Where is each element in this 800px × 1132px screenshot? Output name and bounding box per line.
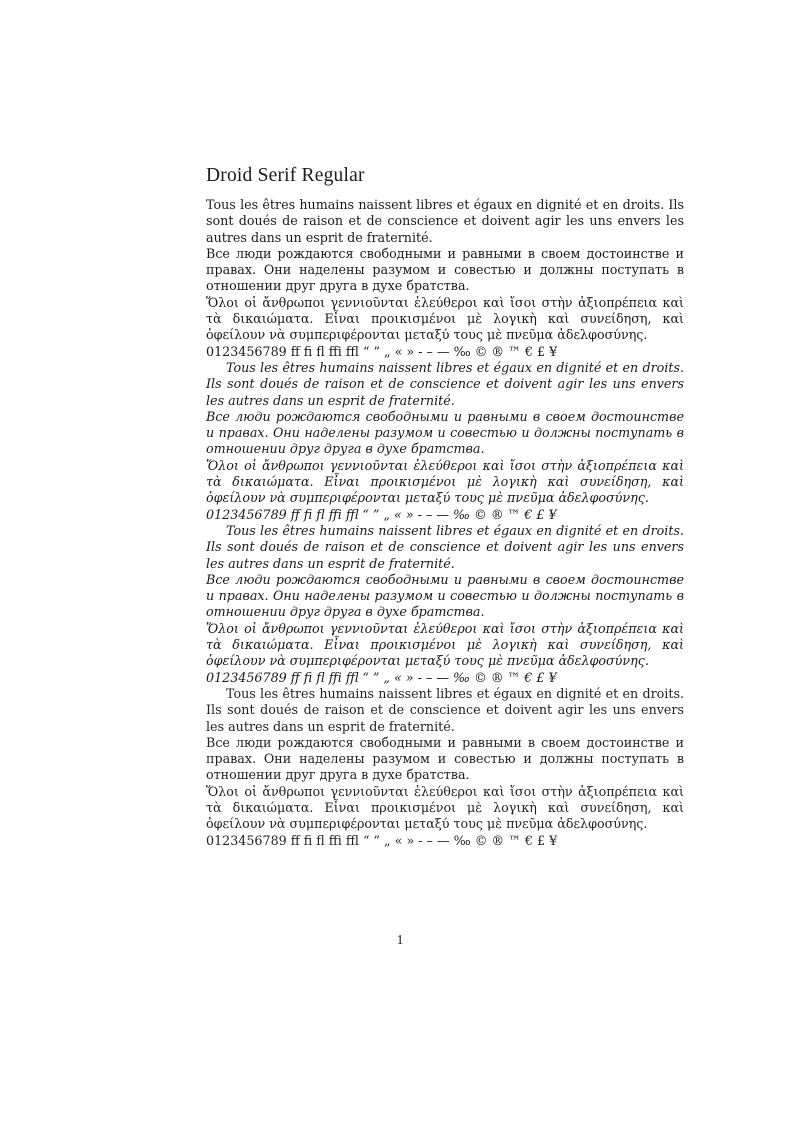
numbers-glyphs-line: 0123456789 ff fi fl ffi ffl “ ” „ « » - – — ‰ © ® ™ € £ ¥	[206, 669, 557, 685]
document-title: Droid Serif Regular	[206, 165, 365, 186]
french-paragraph: Tous les êtres humains naissent libres et égaux en dignité et en droits. Ils sont doués de raison et de conscience et doivent agir les uns envers les autres dans un esprit de fraternité.	[206, 359, 684, 408]
text-block-regular-second	[206, 686, 684, 849]
french-paragraph: Tous les êtres humains naissent libres et égaux en dignité et en droits. Ils sont doués de raison et de conscience et doivent agir les uns envers les autres dans un esprit de fraternité.	[206, 197, 684, 245]
french-paragraph: Tous les êtres humains naissent libres et égaux en dignité et en droits. Ils sont doués de raison et de conscience et doivent agir les uns envers les autres dans un esprit de fraternité.	[206, 685, 684, 734]
greek-paragraph: Ὅλοι οἱ ἄνθρωποι γεννιοῦνται ἐλεύθεροι καὶ ἴσοι στὴν ἀξιοπρέπεια καὶ τὰ δικαιώματα. Εἶναι προικισμένοι μὲ λογικὴ καὶ συνείδηση, καὶ ὀφείλουν νὰ συμπεριφέρονται μεταξύ τους μὲ πνεῦμα ἀδελφοσύνης.	[206, 294, 684, 343]
russian-paragraph: Все люди рождаются свободными и равными в своем достоинстве и правах. Они наделены разумом и совестью и должны поступать в отношении друг друга в духе братства.	[206, 245, 684, 294]
text-block-italic	[206, 360, 684, 523]
russian-paragraph: Все люди рождаются свободными и равными в своем достоинстве и правах. Они наделены разумом и совестью и должны поступать в отношении друг друга в духе братства.	[206, 734, 684, 783]
greek-paragraph: Ὅλοι οἱ ἄνθρωποι γεννιοῦνται ἐλεύθεροι καὶ ἴσοι στὴν ἀξιοπρέπεια καὶ τὰ δικαιώματα. Εἶναι προικισμένοι μὲ λογικὴ καὶ συνείδηση, καὶ ὀφείλουν νὰ συμπεριφέρονται μεταξύ τους μὲ πνεῦμα ἀδελφοσύνης.	[206, 783, 684, 832]
text-block-regular	[206, 197, 684, 360]
russian-paragraph: Все люди рождаются свободными и равными в своем достоинстве и правах. Они наделены разумом и совестью и должны поступать в отношении друг друга в духе братства.	[206, 571, 684, 620]
russian-paragraph: Все люди рождаются свободными и равными в своем достоинстве и правах. Они наделены разумом и совестью и должны поступать в отношении друг друга в духе братства.	[206, 408, 684, 457]
numbers-glyphs-line: 0123456789 ff fi fl ffi ffl “ ” „ « » - – — ‰ © ® ™ € £ ¥	[206, 832, 558, 848]
numbers-glyphs-line: 0123456789 ff fi fl ffi ffl “ ” „ « » - – — ‰ © ® ™ € £ ¥	[206, 343, 558, 359]
greek-paragraph: Ὅλοι οἱ ἄνθρωποι γεννιοῦνται ἐλεύθεροι καὶ ἴσοι στὴν ἀξιοπρέπεια καὶ τὰ δικαιώματα. Εἶναι προικισμένοι μὲ λογικὴ καὶ συνείδηση, καὶ ὀφείλουν νὰ συμπεριφέρονται μεταξύ τους μὲ πνεῦμα ἀδελφοσύνης.	[206, 620, 684, 669]
text-block-italic-second	[206, 523, 684, 686]
french-paragraph: Tous les êtres humains naissent libres et égaux en dignité et en droits. Ils sont doués de raison et de conscience et doivent agir les uns envers les autres dans un esprit de fraternité.	[206, 522, 684, 571]
document-page	[206, 160, 684, 849]
numbers-glyphs-line: 0123456789 ff fi fl ffi ffl “ ” „ « » - – — ‰ © ® ™ € £ ¥	[206, 506, 557, 522]
page-number: 1	[396, 932, 404, 947]
greek-paragraph: Ὅλοι οἱ ἄνθρωποι γεννιοῦνται ἐλεύθεροι καὶ ἴσοι στὴν ἀξιοπρέπεια καὶ τὰ δικαιώματα. Εἶναι προικισμένοι μὲ λογικὴ καὶ συνείδηση, καὶ ὀφείλουν νὰ συμπεριφέρονται μεταξύ τους μὲ πνεῦμα ἀδελφοσύνης.	[206, 457, 684, 506]
